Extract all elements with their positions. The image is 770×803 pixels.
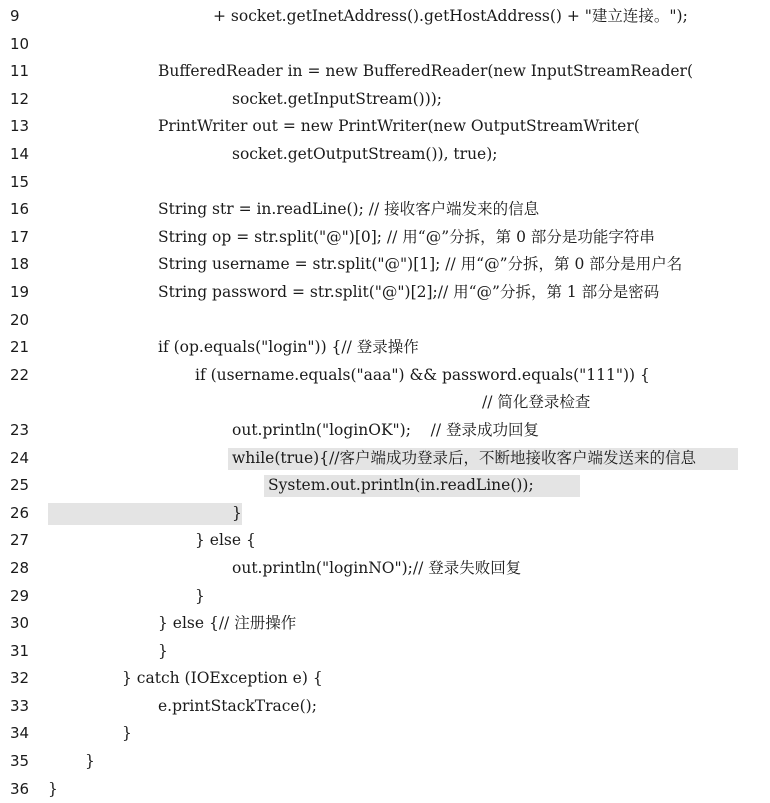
code-line: [0, 141, 770, 168]
line-number: 28: [10, 559, 30, 577]
line-number: 35: [10, 752, 30, 770]
line-number: 34: [10, 724, 30, 742]
code-line: [0, 776, 770, 803]
line-number: 32: [10, 669, 30, 687]
code-text: out.println("loginOK"); // 登录成功回复: [232, 421, 540, 439]
code-text: while(true){//客户端成功登录后，不断地接收客户端发送来的信息: [232, 449, 697, 467]
code-text: if (username.equals("aaa") && password.equals("111")) {: [195, 366, 650, 384]
code-line: [0, 86, 770, 113]
line-number: 20: [10, 311, 30, 329]
code-line: [0, 113, 770, 140]
code-text: }: [122, 724, 132, 742]
code-line: [0, 527, 770, 554]
code-text: } else {: [195, 531, 256, 549]
line-number: 18: [10, 255, 30, 273]
code-line: [0, 445, 770, 472]
code-line: [0, 583, 770, 610]
code-line: [0, 307, 770, 334]
line-number: 9: [10, 7, 20, 25]
code-line: [0, 224, 770, 251]
line-number: 16: [10, 200, 30, 218]
code-text: // 简化登录检查: [482, 393, 591, 411]
code-line: [0, 251, 770, 278]
code-line: [0, 720, 770, 747]
line-number: 15: [10, 173, 30, 191]
line-number: 31: [10, 642, 30, 660]
code-line: [0, 693, 770, 720]
code-line: [0, 500, 770, 527]
code-line: [0, 638, 770, 665]
line-number: 17: [10, 228, 30, 246]
line-number: 21: [10, 338, 30, 356]
code-text: socket.getOutputStream()), true);: [232, 145, 498, 163]
code-text: String password = str.split("@")[2];// 用“@”分拆，第 1 部分是密码: [158, 283, 660, 301]
line-number: 10: [10, 35, 30, 53]
line-number: 33: [10, 697, 30, 715]
code-line: [0, 610, 770, 637]
line-number: 30: [10, 614, 30, 632]
line-number: 14: [10, 145, 30, 163]
code-line: [0, 279, 770, 306]
code-text: if (op.equals("login")) {// 登录操作: [158, 338, 419, 356]
line-number: 26: [10, 504, 30, 522]
line-number: 19: [10, 283, 30, 301]
line-number: 24: [10, 449, 30, 467]
code-text: } catch (IOException e) {: [122, 669, 323, 687]
code-text: }: [195, 587, 205, 605]
code-text: String str = in.readLine(); // 接收客户端发来的信息: [158, 200, 540, 218]
line-number: 36: [10, 780, 30, 798]
code-text: socket.getInputStream()));: [232, 90, 443, 108]
code-line: [0, 472, 770, 499]
code-text: String op = str.split("@")[0]; // 用“@”分拆，第 0 部分是功能字符串: [158, 228, 655, 246]
code-text: String username = str.split("@")[1]; // 用“@”分拆，第 0 部分是用户名: [158, 255, 683, 273]
code-line: [0, 58, 770, 85]
code-line: [0, 169, 770, 196]
code-text: }: [232, 504, 242, 522]
code-line: [0, 362, 770, 389]
code-text: } else {// 注册操作: [158, 614, 297, 632]
code-text: BufferedReader in = new BufferedReader(new InputStreamReader(: [158, 62, 693, 80]
code-text: e.printStackTrace();: [158, 697, 317, 715]
code-line: [0, 417, 770, 444]
line-number: 13: [10, 117, 30, 135]
line-number: 22: [10, 366, 30, 384]
code-line: [0, 31, 770, 58]
code-text: }: [85, 752, 95, 770]
code-text: System.out.println(in.readLine());: [268, 476, 534, 494]
code-text: out.println("loginNO");// 登录失败回复: [232, 559, 522, 577]
code-line: [0, 334, 770, 361]
line-number: 25: [10, 476, 30, 494]
code-line: [0, 389, 770, 416]
line-number: 29: [10, 587, 30, 605]
code-text: }: [48, 780, 58, 798]
code-text: }: [158, 642, 168, 660]
line-number: 12: [10, 90, 30, 108]
code-text: PrintWriter out = new PrintWriter(new OutputStreamWriter(: [158, 117, 640, 135]
code-line: [0, 665, 770, 692]
code-line: [0, 555, 770, 582]
code-line: [0, 196, 770, 223]
highlight-band: [48, 503, 242, 525]
line-number: 27: [10, 531, 30, 549]
line-number: 11: [10, 62, 30, 80]
code-line: [0, 3, 770, 30]
line-number: 23: [10, 421, 30, 439]
code-line: [0, 748, 770, 775]
code-text: + socket.getInetAddress().getHostAddress() + "建立连接。");: [213, 7, 688, 25]
